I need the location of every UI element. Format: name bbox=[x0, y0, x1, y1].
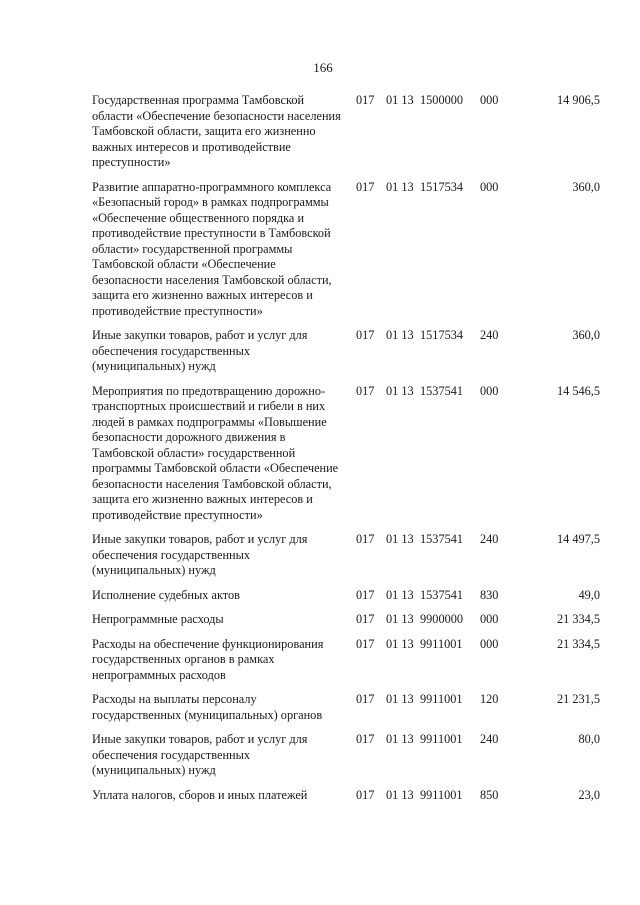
row-amount: 14 546,5 bbox=[556, 383, 600, 398]
table-row bbox=[92, 788, 600, 813]
table-row bbox=[92, 93, 600, 180]
row-target-article-code: 9911001 bbox=[420, 636, 463, 651]
row-expense-type-code: 240 bbox=[480, 328, 499, 342]
row-amount: 360,0 bbox=[572, 179, 600, 194]
row-target-article-code: 1537541 bbox=[420, 383, 464, 398]
row-ministry-code: 017 bbox=[356, 587, 375, 602]
row-name: Развитие аппаратно-программного комплекса «Безопасный город» в рамках подпрограммы «Обеспечение общественного порядка и противодействие преступности в Тамбовской области» государственной программы Тамбовской области «Обеспечение безопасности населения Тамбовской области, защита его жизненно важных интересов и противодействие преступности» bbox=[92, 179, 332, 318]
row-ministry-code: 017 bbox=[356, 532, 375, 546]
row-target-article-code: 9911001 bbox=[420, 692, 463, 706]
row-section-code: 01 13 bbox=[386, 532, 414, 546]
row-target-article-code: 9911001 bbox=[420, 732, 463, 746]
row-amount: 14 906,5 bbox=[556, 93, 600, 107]
row-section-code: 01 13 bbox=[386, 732, 414, 746]
row-name: Непрограммные расходы bbox=[92, 612, 224, 626]
row-expense-type-code: 240 bbox=[480, 532, 499, 546]
row-ministry-code: 017 bbox=[356, 328, 375, 342]
row-amount: 14 497,5 bbox=[556, 532, 600, 546]
row-target-article-code: 1517534 bbox=[420, 179, 464, 194]
row-name: Иные закупки товаров, работ и услуг для обеспечения государственных (муниципальных) нужд bbox=[92, 532, 308, 577]
row-expense-type-code: 000 bbox=[480, 383, 499, 398]
table-row bbox=[92, 532, 600, 588]
row-name: Мероприятия по предотвращению дорожно-транспортных происшествий и гибели в них людей в рамках подпрограммы «Повышение безопасности дорожного движения в Тамбовской области» государственной программы Тамбовской области «Обеспечение безопасности населения Тамбовской области, защита его жизненно важных интересов и противодействие преступности» bbox=[92, 383, 339, 522]
row-ministry-code: 017 bbox=[356, 612, 375, 626]
table-row bbox=[92, 637, 600, 693]
row-ministry-code: 017 bbox=[356, 93, 375, 107]
row-expense-type-code: 000 bbox=[480, 93, 499, 107]
row-target-article-code: 1500000 bbox=[420, 93, 464, 107]
row-name: Исполнение судебных актов bbox=[92, 587, 240, 602]
table-row bbox=[92, 328, 600, 384]
row-section-code: 01 13 bbox=[386, 383, 414, 398]
table-row bbox=[92, 692, 600, 732]
row-target-article-code: 1537541 bbox=[420, 532, 464, 546]
row-expense-type-code: 000 bbox=[480, 612, 499, 626]
row-section-code: 01 13 bbox=[386, 636, 414, 651]
row-expense-type-code: 850 bbox=[480, 787, 499, 802]
row-amount: 360,0 bbox=[572, 328, 600, 342]
row-amount: 21 334,5 bbox=[556, 612, 600, 626]
table-row bbox=[92, 588, 600, 613]
row-name: Иные закупки товаров, работ и услуг для обеспечения государственных (муниципальных) нужд bbox=[92, 732, 308, 777]
row-section-code: 01 13 bbox=[386, 692, 414, 706]
row-section-code: 01 13 bbox=[386, 787, 414, 802]
row-target-article-code: 1537541 bbox=[420, 587, 464, 602]
row-section-code: 01 13 bbox=[386, 328, 414, 342]
row-target-article-code: 1517534 bbox=[420, 328, 464, 342]
row-amount: 80,0 bbox=[578, 732, 600, 746]
row-expense-type-code: 120 bbox=[480, 692, 499, 706]
row-expense-type-code: 830 bbox=[480, 587, 499, 602]
row-ministry-code: 017 bbox=[356, 787, 375, 802]
row-ministry-code: 017 bbox=[356, 692, 375, 706]
row-ministry-code: 017 bbox=[356, 383, 375, 398]
row-amount: 49,0 bbox=[578, 587, 600, 602]
row-amount: 23,0 bbox=[578, 787, 600, 802]
row-expense-type-code: 000 bbox=[480, 179, 499, 194]
row-expense-type-code: 240 bbox=[480, 732, 499, 746]
row-section-code: 01 13 bbox=[386, 93, 414, 107]
row-ministry-code: 017 bbox=[356, 179, 375, 194]
row-section-code: 01 13 bbox=[386, 179, 414, 194]
row-name: Расходы на выплаты персоналу государственных (муниципальных) органов bbox=[92, 692, 323, 722]
row-target-article-code: 9900000 bbox=[420, 612, 464, 626]
row-amount: 21 231,5 bbox=[556, 692, 600, 706]
row-section-code: 01 13 bbox=[386, 612, 414, 626]
row-ministry-code: 017 bbox=[356, 732, 375, 746]
row-section-code: 01 13 bbox=[386, 587, 414, 602]
row-target-article-code: 9911001 bbox=[420, 787, 463, 802]
row-expense-type-code: 000 bbox=[480, 636, 499, 651]
row-name: Иные закупки товаров, работ и услуг для обеспечения государственных (муниципальных) нужд bbox=[92, 328, 308, 373]
table-row bbox=[92, 612, 600, 637]
page-number: 166 bbox=[313, 60, 333, 75]
budget-table bbox=[92, 93, 600, 812]
table-row bbox=[92, 384, 600, 533]
row-name: Уплата налогов, сборов и иных платежей bbox=[92, 787, 308, 802]
row-name: Расходы на обеспечение функционирования государственных органов в рамках непрограммных расходов bbox=[92, 636, 324, 682]
row-amount: 21 334,5 bbox=[556, 636, 600, 651]
table-row bbox=[92, 180, 600, 329]
table-row bbox=[92, 732, 600, 788]
budget-table-body bbox=[92, 93, 600, 812]
row-ministry-code: 017 bbox=[356, 636, 375, 651]
row-name: Государственная программа Тамбовской области «Обеспечение безопасности населения Тамбовской области, защита его жизненно важных интересов и противодействие преступности» bbox=[92, 93, 341, 169]
